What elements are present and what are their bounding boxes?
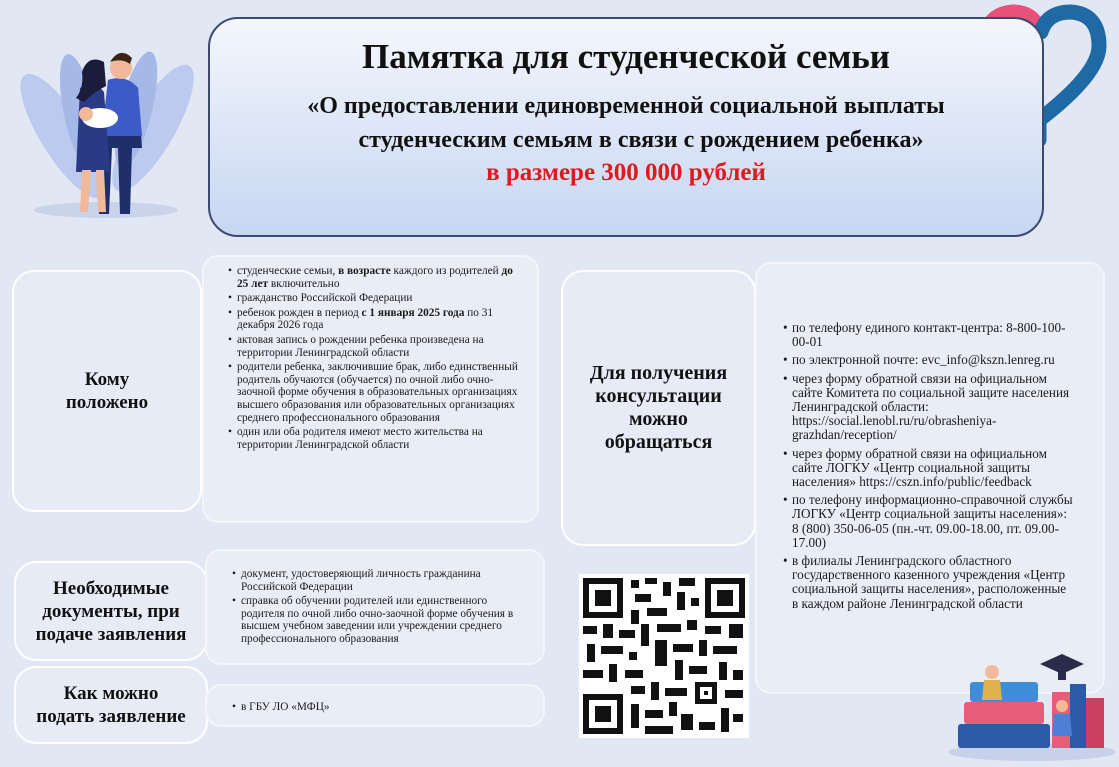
qr-code[interactable] xyxy=(579,574,749,738)
docs-label-box xyxy=(14,561,208,661)
list-item: • документ, удостоверяющий личность гражданина Российской Федерации xyxy=(232,568,532,593)
who-label: Кому положено xyxy=(65,369,149,413)
list-item: • справка об обучении родителей или единственного родителя по очной либо очно-заочной форме обучения в высшем учебном заведении или учреждении среднего профессионального образования xyxy=(232,595,532,645)
subtitle-line-2: студенческим семьям в связи с рождением ребенка» xyxy=(358,127,924,153)
list-item: • в ГБУ ЛО «МФЦ» xyxy=(232,701,330,713)
how-list xyxy=(232,701,330,713)
who-label-box xyxy=(12,270,202,512)
list-item: • по электронной почте: evc_info@kszn.lenreg.ru xyxy=(783,353,1073,367)
list-item: • через форму обратной связи на официальном сайте ЛОГКУ «Центр социальной защиты населения» https://cszn.info/public/feedback xyxy=(783,447,1073,490)
list-item: • ребенок рожден в период с 1 января 2025 года по 31 декабря 2026 года xyxy=(228,307,524,332)
consult-label-box xyxy=(561,270,756,546)
students-books-illustration xyxy=(940,632,1116,762)
list-item: • по телефону единого контакт-центра: 8-800-100-00-01 xyxy=(783,321,1073,349)
list-item: • через форму обратной связи на официальном сайте Комитета по социальной защите населения Ленинградской области: https://social.lenobl.ru/ru/obrasheniya-grazhdan/reception/ xyxy=(783,372,1073,443)
list-item: • гражданство Российской Федерации xyxy=(228,292,524,305)
family-illustration xyxy=(8,18,203,223)
docs-label: Необходимые документы, при подаче заявления xyxy=(35,577,187,645)
docs-list xyxy=(232,568,532,648)
how-label: Как можно подать заявление xyxy=(36,683,186,727)
list-item: • родители ребенка, заключившие брак, либо единственный родитель обучаются (обучается) по очной либо очно-заочной форме обучения в образовательных организациях высшего образования или образовательных организациях среднего профессионального образования xyxy=(228,361,524,424)
subtitle xyxy=(210,89,1042,157)
consult-label: Для получения консультации можно обращаться xyxy=(589,362,728,453)
contacts-list xyxy=(783,321,1073,615)
list-item: • по телефону информационно-справочной службы ЛОГКУ «Центр социальной защиты населения»: 8 (800) 350-06-05 (пн.-чт. 09.00-18.00, пт. 09.00-17.00) xyxy=(783,493,1073,550)
list-item: • актовая запись о рождении ребенка произведена на территории Ленинградской области xyxy=(228,334,524,359)
subtitle-line-1: «О предоставлении единовременной социальной выплаты xyxy=(307,93,945,119)
list-item: • студенческие семьи, в возрасте каждого из родителей до 25 лет включительно xyxy=(228,265,524,290)
list-item: • в филиалы Ленинградского областного государственного казенного учреждения «Центр социальной защиты населения», расположенные в каждом районе Ленинградской области xyxy=(783,554,1073,611)
title-box xyxy=(208,17,1044,237)
page-title: Памятка для студенческой семьи xyxy=(362,37,890,76)
payment-amount: в размере 300 000 рублей xyxy=(486,159,766,186)
list-item: • один или оба родителя имеют место жительства на территории Ленинградской области xyxy=(228,426,524,451)
who-list xyxy=(228,265,524,453)
how-label-box xyxy=(14,666,208,744)
